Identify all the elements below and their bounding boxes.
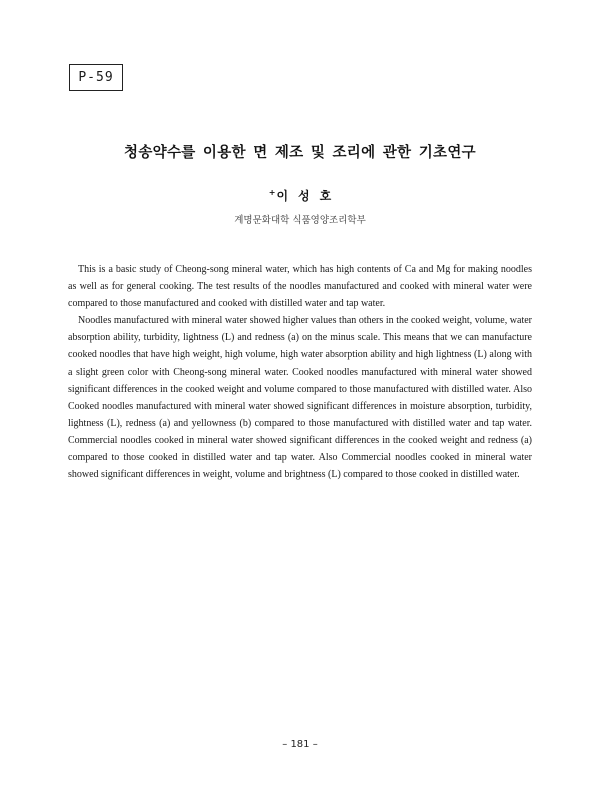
abstract — [68, 261, 532, 483]
abstract-paragraph-1: This is a basic study of Cheong-song mineral water, which has high contents of Ca and Mg for making noodles as well as for general cooking. The test results of the noodles manufactured and cooked with mineral water were compared to those manufactured and cooked with distilled water and tap water. — [68, 264, 532, 310]
paper-title: 청송약수를 이용한 면 제조 및 조리에 관한 기초연구 — [124, 145, 476, 161]
page-number: – 181 – — [282, 739, 318, 750]
abstract-paragraph-2: Noodles manufactured with mineral water showed higher values than others in the cooked weight, volume, water absorption ability, turbidity, lightness (L) and redness (a) on the minus scale. This means that we can manufacture cooked noodles that have high weight, high volume, high water absorption ability and high lightness (L) along with a slight green color with Cheong-song mineral water. Cooked noodles manufactured with mineral water showed significant differences in the cooked weight and volume compared to those manufactured with distilled water. Also Cooked noodles manufactured with mineral water showed significant differences in moisture absorption, turbidity, lightness (L), redness (a) and yellowness (b) compared to those manufactured with distilled water and tap water. Commercial noodles cooked in mineral water showed significant differences in the cooked weight and redness (a) compared to those cooked in distilled water and tap water. Also Commercial noodles cooked in mineral water showed significant differences in weight, volume and brightness (L) compared to those cooked in distilled water. — [68, 315, 532, 481]
author-affiliation: 계명문화대학 식품영양조리학부 — [234, 215, 366, 226]
author-line — [0, 187, 600, 204]
poster-code-box: P-59 — [69, 64, 123, 91]
author-name: 이성호 — [276, 189, 342, 203]
corresponding-author-mark: + — [268, 188, 276, 197]
